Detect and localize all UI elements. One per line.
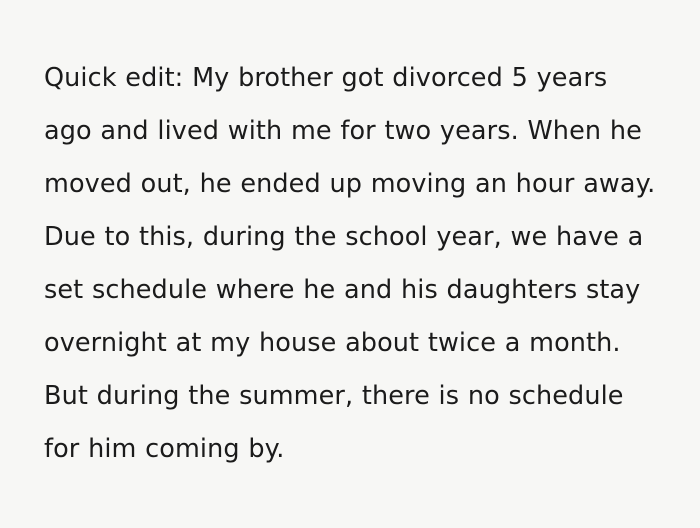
document-paragraph: Quick edit: My brother got divorced 5 years ago and lived with me for two years. When he moved out, he ended up moving an hour away. Due to this, during the school year, we have a set schedule where he and his daughters stay overnight at my house about twice a month. But during the summer, there is no schedule for him coming by. (44, 62, 665, 464)
